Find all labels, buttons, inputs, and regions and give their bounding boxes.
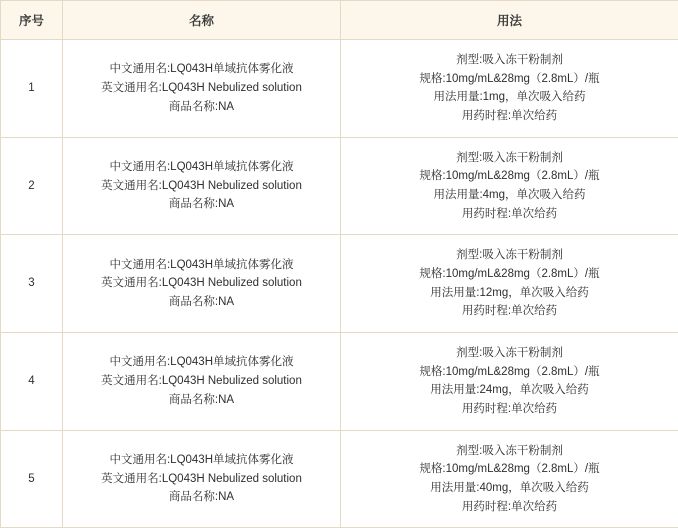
usage-line-form: 剂型:吸入冻干粉制剂 xyxy=(347,52,672,69)
row-name-cell xyxy=(63,235,341,333)
name-line-brand: 商品名称:NA xyxy=(69,489,334,506)
usage-line-duration: 用药时程:单次给药 xyxy=(347,303,672,320)
usage-line-duration: 用药时程:单次给药 xyxy=(347,401,672,418)
row-usage-cell xyxy=(341,40,678,138)
name-line-brand: 商品名称:NA xyxy=(69,99,334,116)
column-header-name: 名称 xyxy=(63,1,341,40)
row-number: 4 xyxy=(1,333,63,431)
usage-line-form: 剂型:吸入冻干粉制剂 xyxy=(347,150,672,167)
row-name-cell xyxy=(63,40,341,138)
usage-line-spec: 规格:10mg/mL&28mg（2.8mL）/瓶 xyxy=(347,168,672,185)
row-usage-cell xyxy=(341,333,678,431)
usage-line-duration: 用药时程:单次给药 xyxy=(347,108,672,125)
usage-line-dose: 用法用量:24mg，单次吸入给药 xyxy=(347,382,672,399)
usage-line-dose: 用法用量:12mg，单次吸入给药 xyxy=(347,285,672,302)
name-line-en: 英文通用名:LQ043H Nebulized solution xyxy=(69,373,334,390)
usage-line-duration: 用药时程:单次给药 xyxy=(347,206,672,223)
table-row xyxy=(1,333,678,431)
name-line-cn: 中文通用名:LQ043H单域抗体雾化液 xyxy=(69,354,334,371)
column-header-no: 序号 xyxy=(1,1,63,40)
usage-line-spec: 规格:10mg/mL&28mg（2.8mL）/瓶 xyxy=(347,71,672,88)
row-name-cell xyxy=(63,137,341,235)
name-line-en: 英文通用名:LQ043H Nebulized solution xyxy=(69,471,334,488)
name-line-en: 英文通用名:LQ043H Nebulized solution xyxy=(69,178,334,195)
table-header xyxy=(1,1,678,40)
usage-line-form: 剂型:吸入冻干粉制剂 xyxy=(347,247,672,264)
name-line-brand: 商品名称:NA xyxy=(69,392,334,409)
usage-line-form: 剂型:吸入冻干粉制剂 xyxy=(347,345,672,362)
name-line-cn: 中文通用名:LQ043H单域抗体雾化液 xyxy=(69,452,334,469)
table-row xyxy=(1,137,678,235)
row-usage-cell xyxy=(341,235,678,333)
usage-line-dose: 用法用量:4mg，单次吸入给药 xyxy=(347,187,672,204)
name-line-cn: 中文通用名:LQ043H单域抗体雾化液 xyxy=(69,159,334,176)
name-line-brand: 商品名称:NA xyxy=(69,196,334,213)
usage-line-dose: 用法用量:1mg，单次吸入给药 xyxy=(347,89,672,106)
usage-line-spec: 规格:10mg/mL&28mg（2.8mL）/瓶 xyxy=(347,266,672,283)
usage-line-spec: 规格:10mg/mL&28mg（2.8mL）/瓶 xyxy=(347,364,672,381)
usage-line-spec: 规格:10mg/mL&28mg（2.8mL）/瓶 xyxy=(347,461,672,478)
row-name-cell xyxy=(63,333,341,431)
table-row xyxy=(1,40,678,138)
name-line-en: 英文通用名:LQ043H Nebulized solution xyxy=(69,80,334,97)
table-row xyxy=(1,235,678,333)
name-line-en: 英文通用名:LQ043H Nebulized solution xyxy=(69,275,334,292)
name-line-brand: 商品名称:NA xyxy=(69,294,334,311)
row-usage-cell xyxy=(341,430,678,528)
row-number: 1 xyxy=(1,40,63,138)
usage-line-form: 剂型:吸入冻干粉制剂 xyxy=(347,443,672,460)
usage-line-duration: 用药时程:单次给药 xyxy=(347,499,672,516)
table-header-row xyxy=(1,1,678,40)
row-name-cell xyxy=(63,430,341,528)
column-header-usage: 用法 xyxy=(341,1,678,40)
name-line-cn: 中文通用名:LQ043H单域抗体雾化液 xyxy=(69,61,334,78)
name-line-cn: 中文通用名:LQ043H单域抗体雾化液 xyxy=(69,257,334,274)
table-body xyxy=(1,40,678,528)
table-row xyxy=(1,430,678,528)
usage-line-dose: 用法用量:40mg，单次吸入给药 xyxy=(347,480,672,497)
row-number: 5 xyxy=(1,430,63,528)
row-number: 3 xyxy=(1,235,63,333)
row-usage-cell xyxy=(341,137,678,235)
row-number: 2 xyxy=(1,137,63,235)
